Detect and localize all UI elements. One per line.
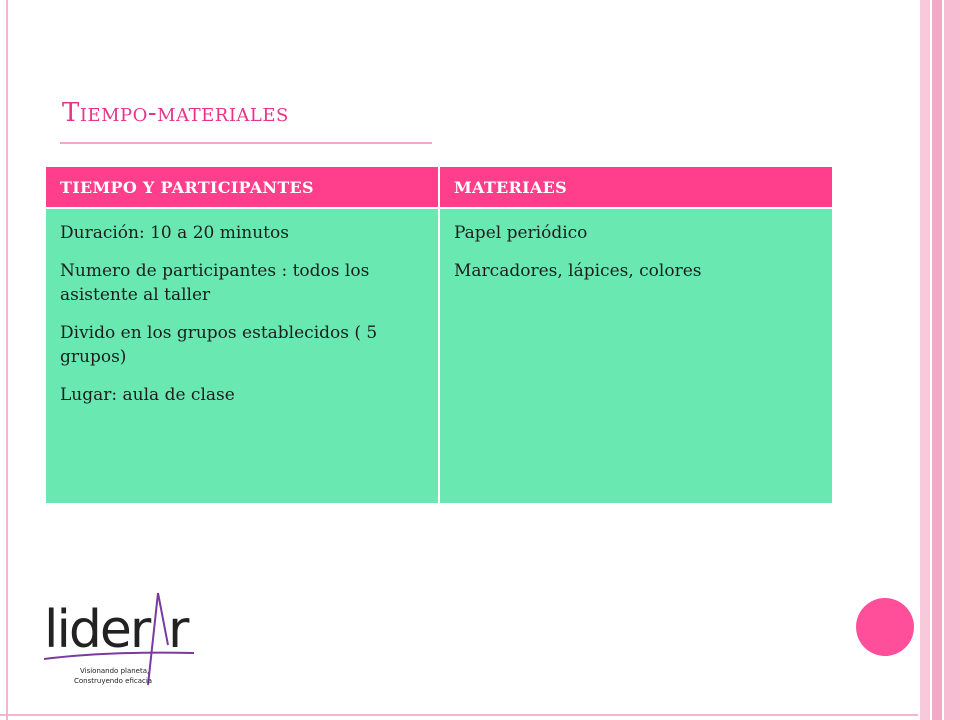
header-materiales: MATERIAES <box>439 167 832 208</box>
cell-line: Papel periódico <box>454 223 588 243</box>
svg-text:lider: lider <box>44 600 150 660</box>
content-table <box>46 167 832 503</box>
cell-line: Numero de participantes : todos los asistente al taller <box>60 261 370 305</box>
slide-frame-left <box>6 0 8 720</box>
svg-text:r: r <box>168 600 190 660</box>
title-underline <box>60 142 432 144</box>
slide-frame-bottom <box>0 714 960 716</box>
cell-line: Lugar: aula de clase <box>60 385 235 405</box>
accent-circle <box>856 598 914 656</box>
logo-tagline-1: Visionando planeta, <box>80 667 150 675</box>
table-header-row <box>46 167 832 208</box>
cell-tiempo-participantes <box>46 208 439 503</box>
decorative-right-band <box>918 0 960 720</box>
cell-line: Marcadores, lápices, colores <box>454 261 702 281</box>
cell-materiales <box>439 208 832 503</box>
liderar-logo <box>40 585 196 690</box>
logo-tagline-2: Construyendo eficacia <box>74 677 153 685</box>
cell-line: Duración: 10 a 20 minutos <box>60 223 289 243</box>
slide-title: Tiempo-materiales <box>62 98 289 128</box>
header-tiempo-participantes: TIEMPO Y PARTICIPANTES <box>46 167 439 208</box>
cell-line: Divido en los grupos establecidos ( 5 grupos) <box>60 323 378 367</box>
table-row <box>46 208 832 503</box>
